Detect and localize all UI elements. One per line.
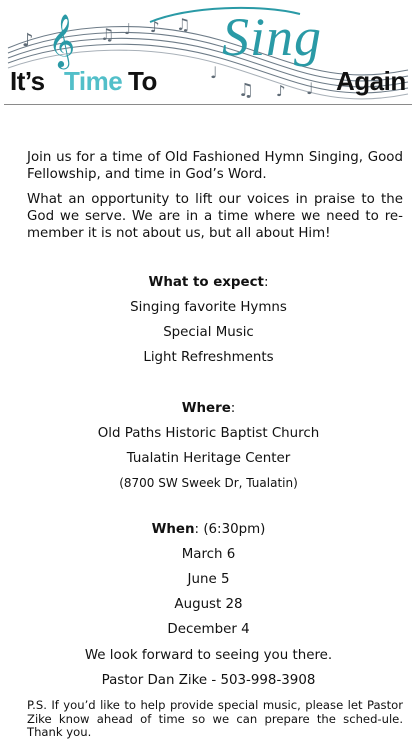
music-note-icon: ♪ — [22, 30, 34, 51]
treble-clef-icon: 𝄞 — [48, 13, 76, 67]
postscript: P.S. If you’d like to help provide special music, please let Pastor Zike know ahead of time so we can prepare the sched-ule. Thank you. — [27, 698, 403, 739]
music-note-icon: ♫ — [100, 25, 115, 44]
music-note-icon: ♩ — [306, 79, 314, 98]
where-line: Old Paths Historic Baptist Church — [97, 426, 320, 441]
when-date: March 6 — [181, 547, 236, 562]
banner-its-word: It’s — [10, 66, 45, 96]
music-note-icon: ♫ — [238, 80, 255, 101]
banner-time-word: Time — [64, 66, 123, 96]
intro-paragraph-1: Join us for a time of Old Fashioned Hymn Singing, Good Fellowship, and time in God’s Word. — [27, 150, 403, 182]
banner-divider — [4, 104, 412, 105]
pastor-contact: Pastor Dan Zike - 503-998-3908 — [101, 673, 316, 688]
music-note-icon: ♩ — [124, 20, 132, 38]
where-line: Tualatin Heritage Center — [126, 451, 291, 466]
music-note-icon: ♩ — [210, 63, 218, 82]
expect-item: Special Music — [163, 325, 254, 340]
where-address: (8700 SW Sweek Dr, Tualatin) — [119, 476, 298, 490]
when-time: (6:30pm) — [203, 522, 266, 537]
intro-paragraph-2: What an opportunity to lift our voices in praise to the God we serve. We are in a time where we need to re-member it is not about us, but all about Him! — [27, 192, 403, 241]
banner-sing-word: Sing — [222, 7, 323, 67]
expect-heading: What to expect: — [148, 275, 269, 290]
music-note-icon: ♪ — [276, 82, 286, 100]
closing-invite: We look forward to seeing you there. — [84, 648, 333, 663]
when-date: August 28 — [174, 597, 243, 612]
when-date: June 5 — [187, 572, 230, 587]
where-heading: Where: — [181, 401, 236, 416]
expect-item: Singing favorite Hymns — [130, 300, 287, 315]
banner-to-word: To — [128, 66, 157, 96]
when-date: December 4 — [167, 622, 250, 637]
music-note-icon: ♫ — [176, 15, 191, 34]
when-heading: When: (6:30pm) — [151, 522, 266, 537]
banner-header — [0, 0, 417, 110]
banner-again-word: Again — [336, 66, 406, 96]
music-note-icon: ♪ — [150, 18, 160, 36]
expect-item: Light Refreshments — [143, 350, 274, 365]
